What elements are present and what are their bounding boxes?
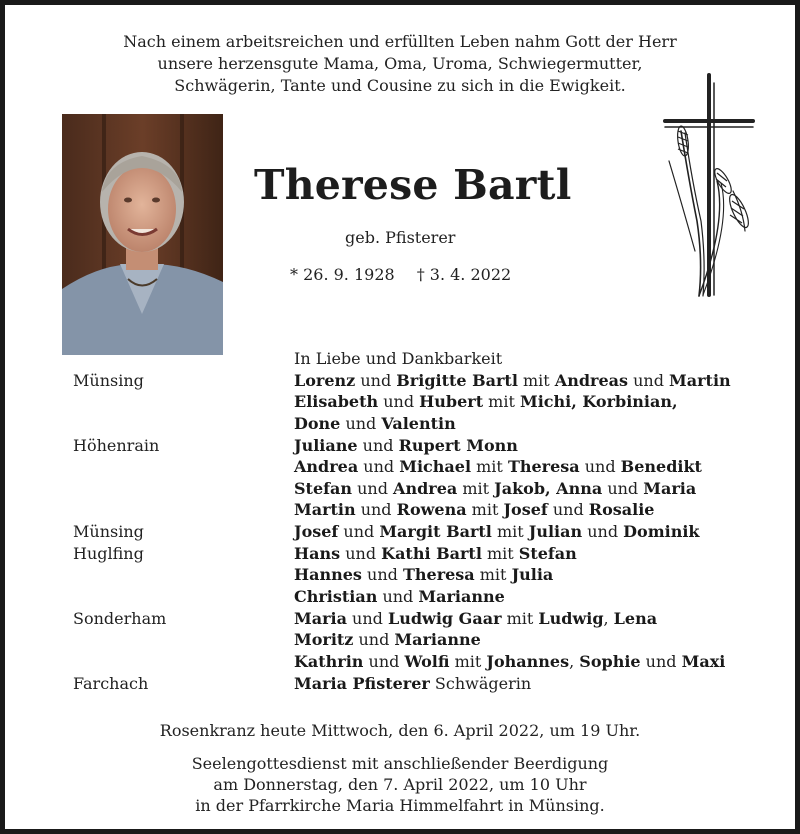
mourner-name: Hannes: [294, 565, 362, 585]
mourner-place: Farchach: [73, 673, 149, 693]
mourner-connector: mit: [517, 370, 555, 390]
mourner-name: Julian: [528, 522, 583, 542]
portrait-photo-image: [62, 114, 223, 355]
mourner-name: Martin: [294, 500, 356, 520]
mourner-connector: mit: [501, 608, 539, 628]
mourner-name: Stefan: [518, 543, 577, 563]
mourner-names: [294, 608, 657, 630]
mourner-row: [5, 608, 795, 630]
maiden-name: geb. Pfisterer: [345, 228, 456, 247]
mourner-connector: und: [357, 435, 399, 455]
mourner-name: Benedikt: [620, 457, 702, 477]
mourner-connector: und: [355, 500, 397, 520]
mourner-row: [5, 456, 795, 478]
mourner-row: [5, 564, 795, 586]
mourner-name: Andreas: [554, 370, 629, 390]
mourner-names: [294, 651, 725, 673]
mourner-connector: und: [340, 543, 382, 563]
mourner-name: Kathi Bartl: [381, 543, 482, 563]
mourner-connector: und: [340, 413, 382, 433]
mourner-names: [294, 478, 696, 500]
mourner-row: [5, 435, 795, 457]
mourner-names: [294, 456, 702, 478]
mourner-name: Sophie: [579, 651, 641, 671]
mourner-connector: und: [353, 630, 395, 650]
mourner-names: [294, 435, 518, 457]
mourner-row: [5, 370, 795, 392]
mourner-row: [5, 673, 795, 695]
intro-line: Schwägerin, Tante und Cousine zu sich in die Ewigkeit.: [174, 76, 626, 95]
mourner-names: [294, 391, 678, 413]
spacer: [5, 741, 795, 753]
requiem-line: in der Pfarrkirche Maria Himmelfahrt in Münsing.: [195, 796, 605, 815]
mourner-name: Andrea: [393, 478, 458, 498]
mourner-row: [5, 413, 795, 435]
mourner-name: Josef: [294, 522, 339, 542]
mourner-name: Juliane: [294, 435, 358, 455]
mourner-connector: und: [377, 587, 419, 607]
mourner-row: [5, 499, 795, 521]
mourners-section: [5, 348, 795, 694]
mourner-name: Hans: [294, 543, 341, 563]
mourner-names: [294, 543, 577, 565]
portrait-photo: [62, 114, 223, 355]
mourner-name: Marianne: [394, 630, 481, 650]
mourner-connector: mit: [471, 457, 508, 477]
mourner-name: Stefan: [294, 478, 353, 498]
mourner-name: Valentin: [381, 413, 456, 433]
mourner-name: Hubert: [419, 392, 484, 412]
deceased-name: Therese Bartl: [254, 161, 572, 209]
mourner-place: Huglfing: [73, 543, 144, 563]
death-date: † 3. 4. 2022: [416, 265, 512, 284]
mourner-names: [294, 521, 700, 543]
mourner-name: Josef: [503, 500, 548, 520]
mourner-name: Moritz: [294, 630, 354, 650]
mourner-connector: und: [355, 370, 397, 390]
birth-date: * 26. 9. 1928: [290, 265, 395, 284]
mourner-connector: ,: [603, 608, 614, 628]
mourner-name: Maria: [294, 608, 347, 628]
mourner-connector: und: [338, 522, 380, 542]
mourner-row: [5, 391, 795, 413]
mourners-intro: In Liebe und Dankbarkeit: [294, 349, 503, 368]
mourner-connector: mit: [449, 651, 487, 671]
mourner-name: Lena: [613, 608, 658, 628]
mourner-name: Rosalie: [588, 500, 655, 520]
mourner-place: Sonderham: [73, 608, 167, 628]
mourner-place: Münsing: [73, 522, 144, 542]
mourner-connector: und: [361, 565, 403, 585]
mourner-connector: und: [547, 500, 589, 520]
mourner-name: Rupert Monn: [398, 435, 518, 455]
mourner-names: [294, 673, 531, 695]
mourner-name: Marianne: [418, 587, 505, 607]
mourner-place: Münsing: [73, 370, 144, 390]
mourner-name: Theresa: [402, 565, 475, 585]
mourner-name: Done: [294, 413, 341, 433]
mourner-connector: und: [352, 478, 394, 498]
mourner-names: [294, 629, 481, 651]
mourner-connector: mit: [466, 500, 504, 520]
mourner-name: Theresa: [507, 457, 580, 477]
mourner-name: Michi, Korbinian,: [519, 392, 678, 412]
mourner-row: [5, 521, 795, 543]
mourner-row: [5, 651, 795, 673]
cross-with-wheat-icon: [659, 71, 755, 299]
mourner-connector: mit: [474, 565, 512, 585]
mourner-name: Maria Pfisterer: [294, 673, 430, 693]
service-info: [5, 720, 795, 816]
mourner-names: [294, 370, 731, 392]
mourner-connector: und: [640, 651, 682, 671]
mourner-connector: ,: [569, 651, 580, 671]
mourner-connector: und: [363, 651, 405, 671]
mourner-connector: und: [602, 478, 644, 498]
mourner-name: Brigitte Bartl: [396, 370, 518, 390]
life-dates: [290, 264, 511, 286]
mourner-name: Ludwig Gaar: [387, 608, 502, 628]
mourner-name: Jakob, Anna: [494, 478, 603, 498]
mourner-row: [5, 543, 795, 565]
mourner-name: Maria: [643, 478, 697, 498]
mourner-name: Maxi: [681, 651, 726, 671]
mourner-connector: und: [579, 457, 621, 477]
rosary-text: Rosenkranz heute Mittwoch, den 6. April 2022, um 19 Uhr.: [159, 721, 641, 740]
intro-line: Nach einem arbeitsreichen und erfüllten Leben nahm Gott der Herr: [123, 32, 677, 51]
mourner-name: Elisabeth: [294, 392, 379, 412]
intro-line: unsere herzensgute Mama, Oma, Uroma, Schwiegermutter,: [157, 54, 643, 73]
requiem-line: am Donnerstag, den 7. April 2022, um 10 Uhr: [213, 775, 587, 794]
mourner-name: Martin: [669, 370, 731, 390]
mourner-connector: und: [628, 370, 670, 390]
mourner-names: [294, 586, 505, 608]
mourner-row: [5, 586, 795, 608]
mourner-connector: und: [378, 392, 420, 412]
mourner-name: Margit Bartl: [379, 522, 492, 542]
mourner-connector: mit: [491, 522, 529, 542]
mourner-row: [5, 478, 795, 500]
mourner-connector: mit: [481, 543, 519, 563]
mourner-place: Höhenrain: [73, 435, 160, 455]
mourner-connector: Schwägerin: [429, 673, 532, 693]
mourner-connector: und: [346, 608, 388, 628]
mourner-name: Julia: [511, 565, 554, 585]
mourner-name: Christian: [294, 587, 378, 607]
requiem-line: Seelengottesdienst mit anschließender Beerdigung: [191, 754, 609, 773]
mourner-list: [5, 370, 795, 695]
mourner-name: Andrea: [294, 457, 359, 477]
mourner-name: Wolfi: [404, 651, 450, 671]
mourners-intro-row: [5, 348, 795, 370]
mourner-connector: mit: [483, 392, 520, 412]
mourner-names: [294, 564, 553, 586]
mourner-row: [5, 629, 795, 651]
mourner-name: Johannes: [486, 651, 570, 671]
mourner-name: Lorenz: [294, 370, 356, 390]
mourner-name: Ludwig: [538, 608, 604, 628]
mourner-name: Rowena: [396, 500, 467, 520]
mourner-names: [294, 413, 456, 435]
mourner-connector: und: [582, 522, 624, 542]
mourner-name: Dominik: [623, 522, 700, 542]
mourner-name: Michael: [399, 457, 472, 477]
mourner-connector: mit: [457, 478, 495, 498]
mourner-connector: und: [358, 457, 400, 477]
mourner-name: Kathrin: [294, 651, 364, 671]
mourner-names: [294, 499, 654, 521]
